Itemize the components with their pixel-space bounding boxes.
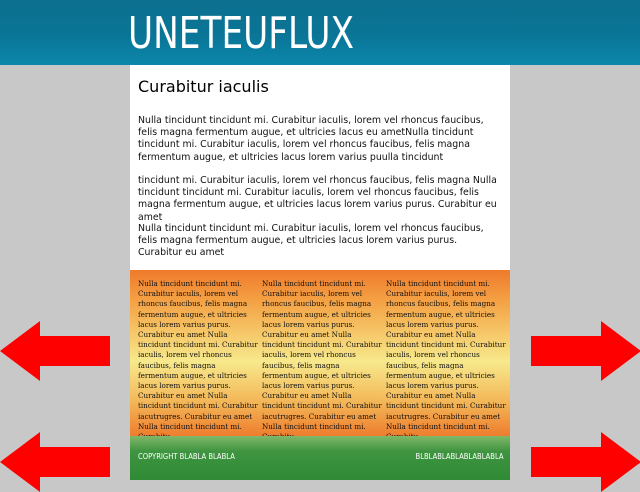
copyright-text: COPYRIGHT BLABLA BLABLA: [138, 452, 235, 461]
text-column-2: Nulla tincidunt tincidunt mi. Curabitur iaculis, lorem vel rhoncus faucibus, felis magna fermentum augue, et ultricies lacus lorem varius purus. Curabitur eu amet Nulla tincidunt tincidunt mi. Curabitur iaculis, lorem vel rhoncus faucibus, felis magna fermentum augue, et ultricies lacus lorem varius purus. Curabitur eu amet Nulla tincidunt tincidunt mi. Curabitur iacutrugres. Curabitur eu amet Nulla tincidunt tincidunt mi.: [262, 279, 382, 431]
site-title[interactable]: UNETEUFLUX: [128, 8, 355, 59]
arrow-right-icon[interactable]: [531, 321, 640, 381]
footer-right-text: BLBLABLABLABLABLABLA: [415, 452, 504, 461]
arrow-left-icon[interactable]: [0, 432, 110, 492]
article-paragraph-3: Nulla tincidunt tincidunt mi. Curabitur iaculis, lorem vel rhoncus faucibus, felis magna fermentum augue, et ultricies lacus lorem varius purus. Curabitur eu amet: [138, 223, 484, 259]
article-paragraph-2: tincidunt mi. Curabitur iaculis, lorem vel rhoncus faucibus, felis magna Nulla tincidunt tincidunt mi. Curabitur iaculis, lorem vel rhoncus faucibus, felis magna fermentum augue, et ultricies lacus lorem varius purus. Curabitur eu amet: [138, 175, 497, 223]
site-footer: [130, 436, 510, 480]
text-column-1: Nulla tincidunt tincidunt mi. Curabitur iaculis, lorem vel rhoncus faucibus, felis magna fermentum augue, et ultricies lacus lorem varius purus. Curabitur eu amet Nulla tincidunt tincidunt mi. Curabitur iaculis, lorem vel rhoncus faucibus, felis magna fermentum augue, et ultricies lacus lorem varius purus. Curabitur eu amet Nulla tincidunt tincidunt mi. Curabitur iacutrugres. Curabitur eu amet Nulla tincidunt tincidunt mi.: [138, 279, 258, 431]
arrow-right-icon[interactable]: [531, 432, 640, 492]
text-column-3: Nulla tincidunt tincidunt mi. Curabitur iaculis, lorem vel rhoncus faucibus, felis magna fermentum augue, et ultricies lacus lorem varius purus. Curabitur eu amet Nulla tincidunt tincidunt mi. Curabitur iaculis, lorem vel rhoncus faucibus, felis magna fermentum augue, et ultricies lacus lorem varius purus. Curabitur eu amet Nulla tincidunt tincidunt mi. Curabitur iacutrugres. Curabitur eu amet Nulla tincidunt tincidunt mi.: [386, 279, 506, 431]
article-paragraph-1: Nulla tincidunt tincidunt mi. Curabitur iaculis, lorem vel rhoncus faucibus, felis magna fermentum augue, et ultricies lacus eu ametNulla tincidunt tincidunt mi. Curabitur iaculis, lorem vel rhoncus faucibus, felis magna fermentum augue, et ultricies lacus lorem varius puulla tincidunt: [138, 115, 484, 163]
site-header: [0, 0, 640, 65]
text-columns-band: [130, 270, 510, 436]
article-heading: Curabitur iaculis: [138, 77, 269, 96]
arrow-left-icon[interactable]: [0, 321, 110, 381]
article: [130, 65, 510, 270]
